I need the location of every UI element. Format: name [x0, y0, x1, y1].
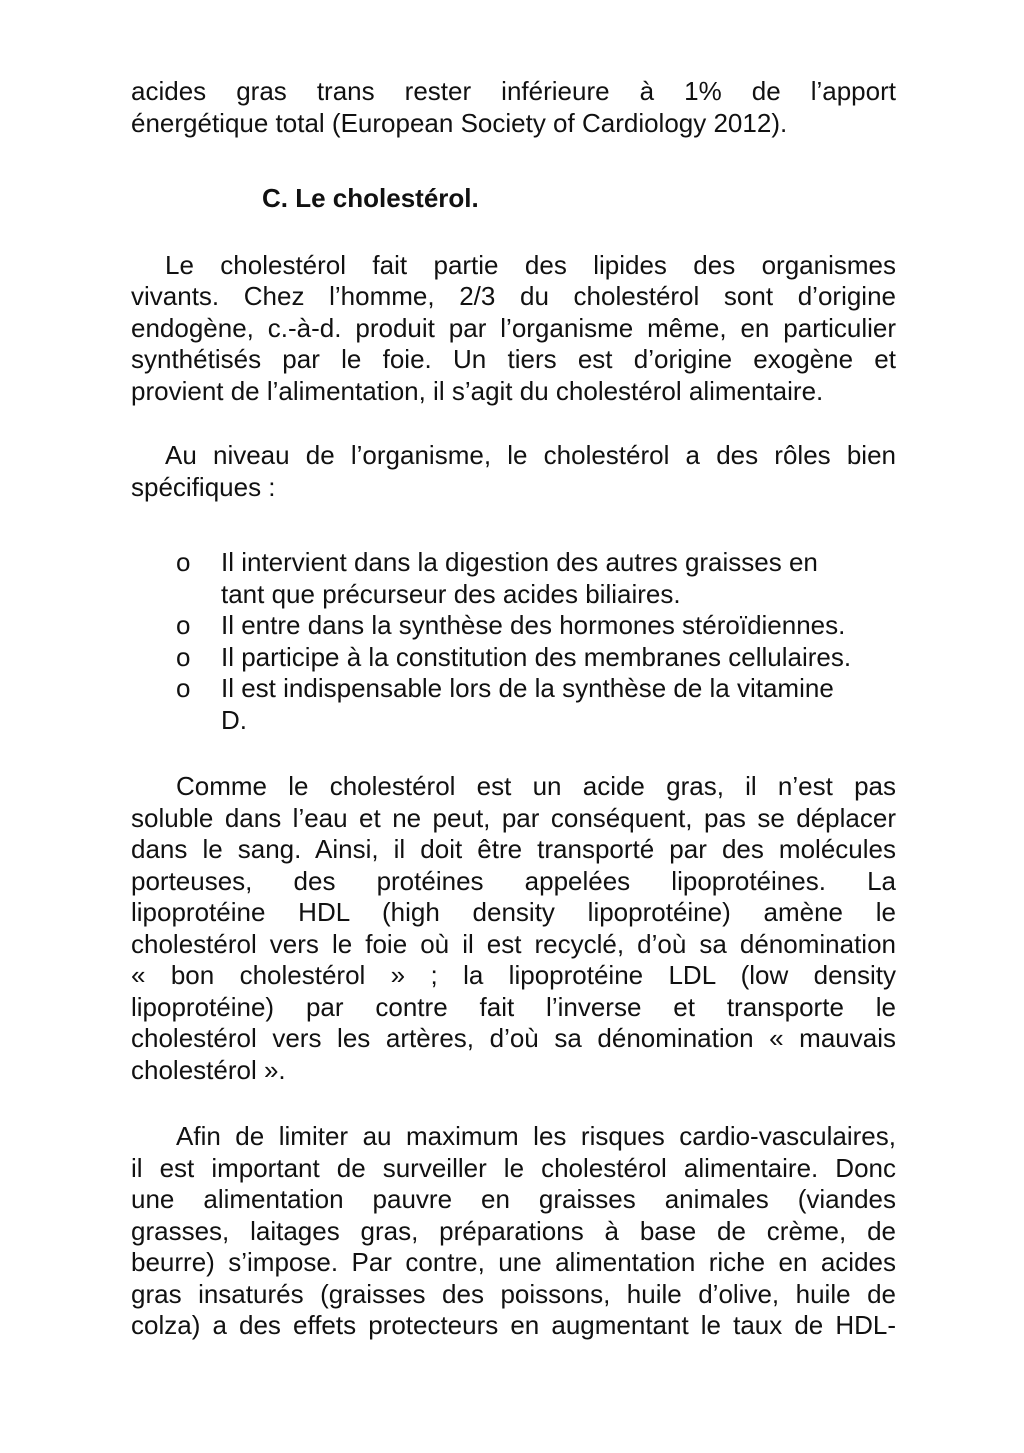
text-line: beurre) s’impose. Par contre, une alimentation riche en acides	[131, 1247, 896, 1277]
text-line: provient de l’alimentation, il s’agit du cholestérol alimentaire.	[131, 375, 824, 406]
text-line: endogène, c.-à-d. produit par l’organisme même, en particulier	[131, 312, 896, 343]
text-line: Le cholestérol fait partie des lipides des organismes	[165, 249, 896, 280]
text-line: gras insaturés (graisses des poissons, huile d’olive, huile de	[131, 1278, 896, 1309]
text-line: Afin de limiter au maximum les risques cardio-vasculaires,	[176, 1121, 896, 1151]
bullet-marker: o	[176, 673, 191, 703]
list-item	[131, 610, 896, 642]
bullet-marker: o	[176, 641, 191, 672]
text-line: « bon cholestérol » ; la lipoprotéine LDL (low density	[131, 960, 896, 990]
paragraph-diet-recommendation	[131, 1121, 896, 1342]
list-item	[131, 673, 896, 736]
text-line: Il entre dans la synthèse des hormones stéroïdiennes.	[221, 610, 846, 640]
paragraph-cholesterol-roles	[131, 440, 896, 503]
text-line: colza) a des effets protecteurs en augmentant le taux de HDL-	[131, 1310, 896, 1340]
roles-list	[131, 547, 896, 736]
text-line: soluble dans l’eau et ne peut, par conséquent, pas se déplacer	[131, 802, 896, 833]
list-item	[131, 547, 896, 610]
text-line: Il intervient dans la digestion des autres graisses en	[221, 547, 818, 577]
text-line: vivants. Chez l’homme, 2/3 du cholestérol sont d’origine	[131, 281, 896, 311]
text-line: cholestérol vers les artères, d’où sa dénomination « mauvais	[131, 1023, 896, 1053]
intro-paragraph	[131, 76, 896, 108]
paragraph-lipoproteins	[131, 771, 896, 1086]
bullet-marker: o	[176, 547, 191, 577]
text-line: cholestérol vers le foie où il est recyclé, d’où sa dénomination	[131, 928, 896, 959]
text-line: Il participe à la constitution des membranes cellulaires.	[221, 641, 852, 672]
section-heading: C. Le cholestérol.	[262, 183, 479, 213]
text-line: porteuses, des protéines appelées lipoprotéines. La	[131, 865, 896, 896]
text-line: grasses, laitages gras, préparations à base de crème, de	[131, 1215, 896, 1246]
document-page	[131, 76, 896, 1342]
text-line: cholestérol ».	[131, 1054, 286, 1085]
list-item	[131, 642, 896, 674]
text-line: spécifiques :	[131, 471, 276, 502]
bullet-marker: o	[176, 610, 191, 640]
text-line: Il est indispensable lors de la synthèse de la vitamine	[221, 673, 834, 703]
intro-paragraph-end	[131, 108, 896, 140]
text-line: lipoprotéine) par contre fait l’inverse et transporte le	[131, 991, 896, 1022]
text-line: acides gras trans rester inférieure à 1% de l’apport	[131, 76, 896, 106]
text-line: il est important de surveiller le cholestérol alimentaire. Donc	[131, 1152, 896, 1183]
text-line: dans le sang. Ainsi, il doit être transporté par des molécules	[131, 834, 896, 864]
text-line: une alimentation pauvre en graisses animales (viandes	[131, 1184, 896, 1214]
text-line: D.	[221, 704, 247, 735]
text-line: synthétisés par le foie. Un tiers est d’origine exogène et	[131, 344, 896, 374]
paragraph-cholesterol-origin	[131, 250, 896, 408]
text-line: Au niveau de l’organisme, le cholestérol a des rôles bien	[165, 440, 896, 470]
text-line: Comme le cholestérol est un acide gras, il n’est pas	[176, 771, 896, 801]
text-line: énergétique total (European Society of Cardiology 2012).	[131, 107, 788, 138]
text-line: tant que précurseur des acides biliaires.	[221, 578, 681, 609]
text-line: lipoprotéine HDL (high density lipoprotéine) amène le	[131, 897, 896, 927]
